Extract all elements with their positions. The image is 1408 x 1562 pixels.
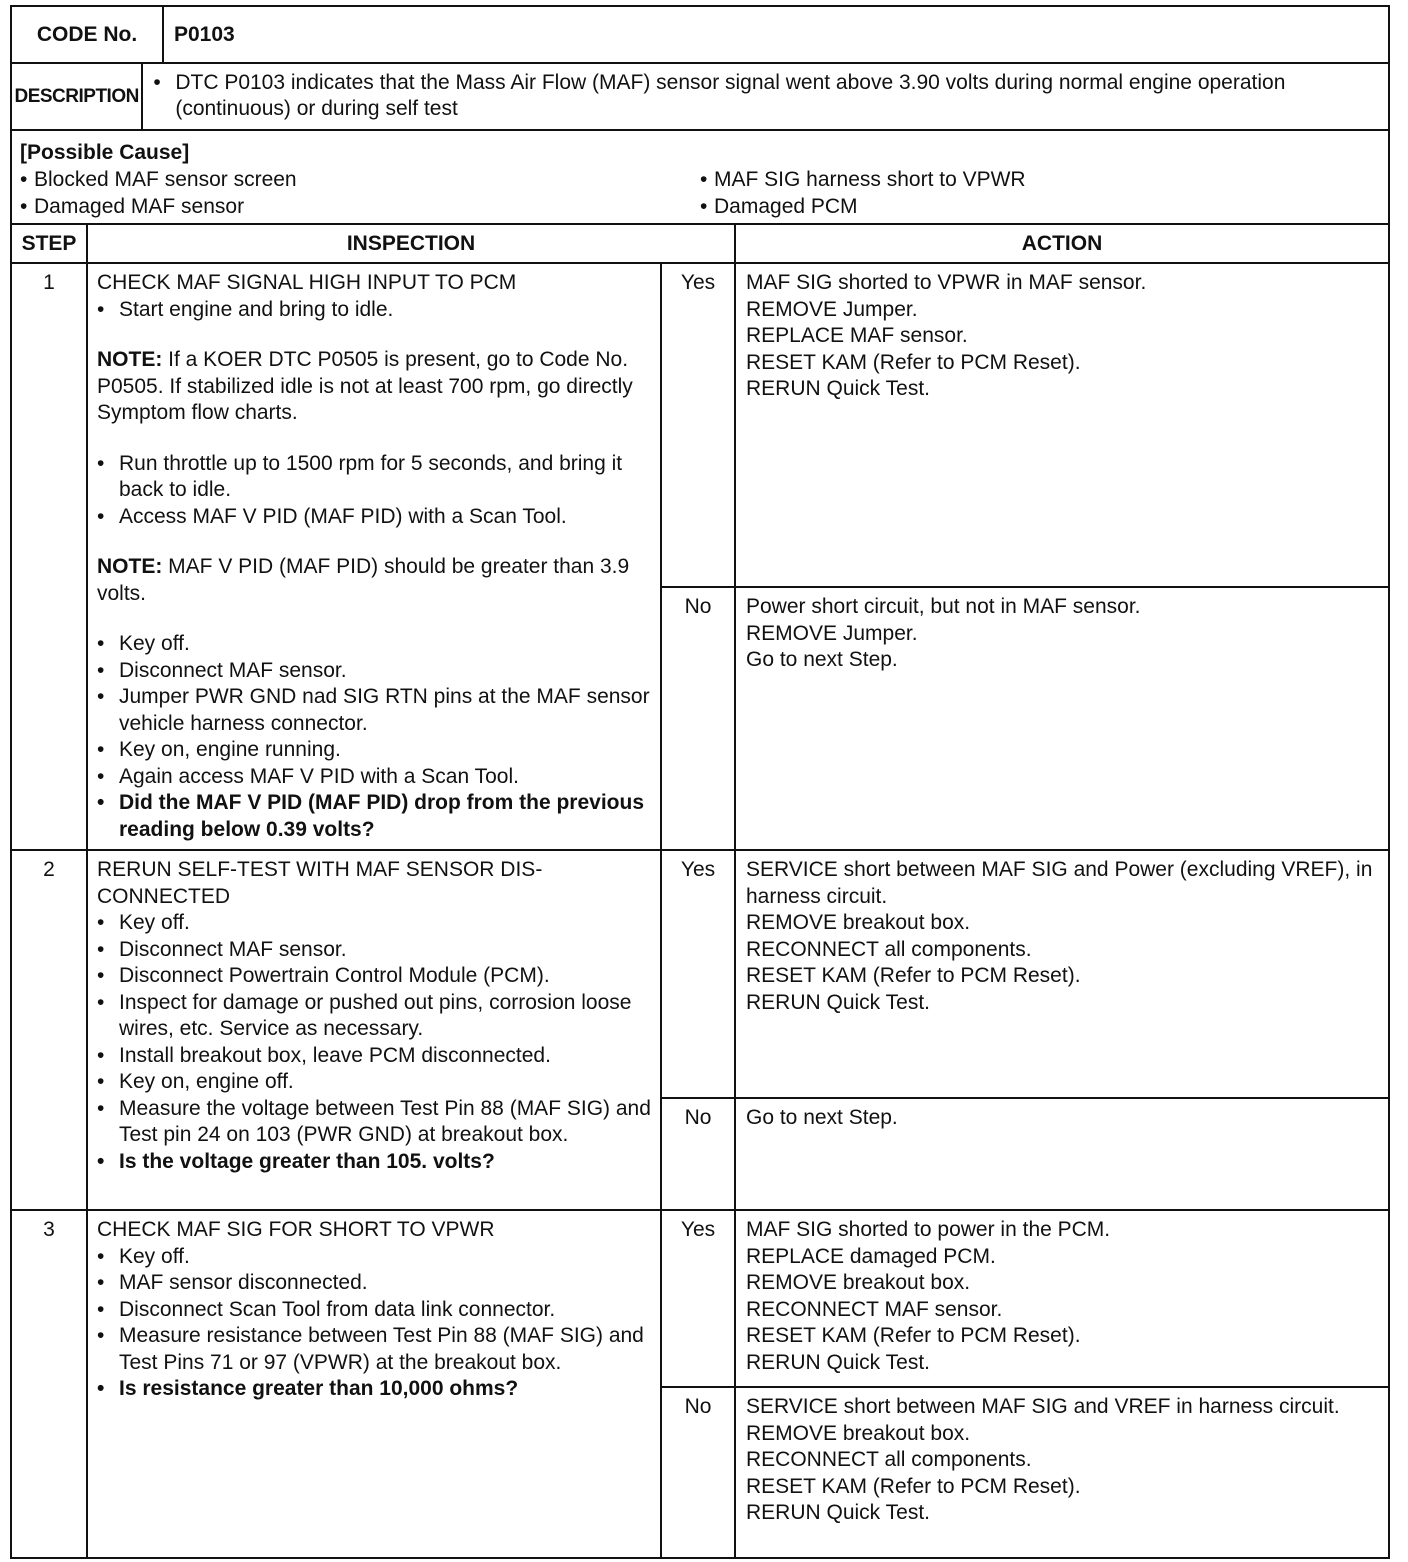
action-line: RECONNECT all components.: [746, 1448, 1032, 1471]
action-line: RERUN Quick Test.: [746, 1350, 930, 1374]
action-line: SERVICE short between MAF SIG and VREF in harness circuit.: [746, 1395, 1340, 1418]
inspection-question: • Did the MAF V PID (MAF PID) drop from the previous reading below 0.39 volts?: [97, 790, 652, 843]
note: [97, 347, 652, 427]
inspection-title: RERUN SELF-TEST WITH MAF SENSOR DIS-CONNECTED: [97, 858, 543, 908]
bullet-icon: •: [20, 195, 28, 218]
bullet-icon: •: [97, 632, 105, 655]
column-header-action: ACTION: [1021, 231, 1103, 255]
answer-no: [662, 586, 1388, 849]
yes-label: Yes: [662, 851, 736, 1097]
bullet-item: • Damaged MAF sensor: [20, 195, 245, 218]
bullet-icon: •: [153, 71, 161, 94]
inspection-cell: [88, 1211, 662, 1557]
column-header-step: STEP: [12, 225, 88, 262]
diagnostic-table: [10, 5, 1390, 1559]
bullet-icon: •: [97, 297, 105, 321]
description-text: DTC P0103 indicates that the Mass Air Flow (MAF) sensor signal went above 3.90 volts during normal engine operation (continuous) or during self test: [175, 71, 1286, 120]
action-line: MAF SIG shorted to power in the PCM.: [746, 1218, 1111, 1241]
step-number: 2: [12, 851, 88, 1209]
no-action: [736, 1099, 1388, 1209]
bullet-item: • Key off.: [97, 910, 652, 937]
inspection-bullets: [97, 1244, 652, 1377]
answer-yes: [662, 264, 1388, 586]
code-label: CODE No.: [12, 7, 164, 62]
no-action: [736, 1388, 1388, 1557]
bullet-item: • Start engine and bring to idle.: [97, 297, 652, 324]
action-line: RERUN Quick Test.: [746, 990, 930, 1014]
note: [97, 554, 652, 607]
bullet-item: • Access MAF V PID (MAF PID) with a Scan Tool.: [97, 504, 652, 531]
action-line: RERUN Quick Test.: [746, 377, 930, 400]
bullet-icon: •: [97, 1297, 105, 1321]
action-line: REMOVE Jumper.: [746, 621, 918, 645]
action-line: Go to next Step.: [746, 648, 898, 671]
bullet-item: • Key off.: [97, 631, 652, 658]
action-line: REMOVE breakout box.: [746, 1271, 971, 1294]
inspection-bullets: [97, 451, 652, 531]
note-text: If a KOER DTC P0505 is present, go to Code No. P0505. If stabilized idle is not at least 700 rpm, go directly Symptom flow charts.: [97, 348, 633, 424]
bullet-item: • Install breakout box, leave PCM disconnected.: [97, 1043, 652, 1070]
possible-cause-left: [20, 166, 700, 220]
inspection-question: • Is resistance greater than 10,000 ohms?: [97, 1376, 652, 1403]
bullet-item: • MAF sensor disconnected.: [97, 1270, 652, 1297]
answer-yes: [662, 1211, 1388, 1386]
inspection-bullets: [97, 910, 652, 1149]
action-line: RERUN Quick Test.: [746, 1501, 930, 1524]
bullet-icon: •: [97, 964, 105, 987]
step-row-2: [12, 851, 1388, 1211]
bullet-item: • Inspect for damage or pushed out pins, corrosion loose wires, etc. Service as necessary.: [97, 990, 652, 1043]
bullet-icon: •: [97, 451, 105, 475]
bullet-icon: •: [97, 791, 105, 814]
step-number: 3: [12, 1211, 88, 1557]
description-row: [12, 64, 1388, 131]
bullet-item: • Disconnect Scan Tool from data link connector.: [97, 1297, 652, 1324]
bullet-icon: •: [97, 504, 105, 528]
action-line: REMOVE breakout box.: [746, 1421, 971, 1445]
column-header-inspection: INSPECTION: [88, 225, 736, 262]
action-line: Go to next Step.: [746, 1106, 898, 1129]
note-label: NOTE:: [97, 348, 163, 371]
step-number: 1: [12, 264, 88, 849]
no-label: No: [662, 1388, 736, 1557]
bullet-icon: •: [97, 685, 105, 708]
bullet-icon: •: [97, 990, 105, 1014]
inspection-bullets: [97, 297, 652, 324]
bullet-icon: •: [97, 937, 105, 961]
bullet-icon: •: [700, 168, 708, 191]
step-row-1: [12, 264, 1388, 851]
bullet-icon: •: [20, 168, 28, 191]
bullet-icon: •: [97, 911, 105, 934]
bullet-item: • Damaged PCM: [700, 195, 858, 218]
bullet-icon: •: [97, 1149, 105, 1173]
yes-label: Yes: [662, 1211, 736, 1386]
bullet-item: • Disconnect MAF sensor.: [97, 937, 652, 964]
column-header-row: [12, 225, 1388, 264]
bullet-item: • Run throttle up to 1500 rpm for 5 seconds, and bring it back to idle.: [97, 451, 652, 504]
no-action: [736, 588, 1388, 849]
bullet-icon: •: [97, 764, 105, 788]
code-row: [12, 7, 1388, 64]
action-line: RESET KAM (Refer to PCM Reset).: [746, 350, 1081, 374]
description-text-item: [153, 70, 1378, 122]
action-line: REPLACE MAF sensor.: [746, 324, 968, 347]
bullet-icon: •: [97, 738, 105, 761]
bullet-icon: •: [97, 1377, 105, 1400]
bullet-icon: •: [97, 1043, 105, 1067]
bullet-icon: •: [97, 1324, 105, 1347]
inspection-cell: [88, 851, 662, 1209]
bullet-icon: •: [97, 1096, 105, 1120]
action-line: Power short circuit, but not in MAF sensor.: [746, 595, 1141, 618]
action-line: RECONNECT all components.: [746, 937, 1032, 961]
possible-cause-right: [700, 166, 1380, 220]
action-line: RECONNECT MAF sensor.: [746, 1297, 1003, 1321]
yes-action: [736, 264, 1388, 586]
answer-yes: [662, 851, 1388, 1097]
note-text: MAF V PID (MAF PID) should be greater than 3.9 volts.: [97, 555, 630, 605]
inspection-question: • Is the voltage greater than 105. volts?: [97, 1149, 652, 1176]
bullet-icon: •: [97, 658, 105, 682]
possible-cause-section: [12, 131, 1388, 225]
bullet-item: • Key on, engine running.: [97, 737, 652, 764]
bullet-item: • Disconnect MAF sensor.: [97, 658, 652, 685]
inspection-cell: [88, 264, 662, 849]
bullet-item: • Disconnect Powertrain Control Module (PCM).: [97, 963, 652, 990]
action-line: MAF SIG shorted to VPWR in MAF sensor.: [746, 271, 1147, 294]
action-line: RESET KAM (Refer to PCM Reset).: [746, 1324, 1081, 1347]
no-label: No: [662, 1099, 736, 1209]
note-label: NOTE:: [97, 555, 163, 578]
bullet-item: • Measure resistance between Test Pin 88 (MAF SIG) and Test Pins 71 or 97 (VPWR) at the breakout box.: [97, 1323, 652, 1376]
bullet-item: • Measure the voltage between Test Pin 88 (MAF SIG) and Test pin 24 on 103 (PWR GND) at breakout box.: [97, 1096, 652, 1149]
bullet-item: • Jumper PWR GND nad SIG RTN pins at the MAF sensor vehicle harness connector.: [97, 684, 652, 737]
bullet-item: • MAF SIG harness short to VPWR: [700, 168, 1026, 191]
bullet-icon: •: [97, 1271, 105, 1294]
description-label: DESCRIPTION: [12, 64, 143, 129]
step-row-3: [12, 1211, 1388, 1557]
action-line: RESET KAM (Refer to PCM Reset).: [746, 964, 1081, 987]
action-line: RESET KAM (Refer to PCM Reset).: [746, 1474, 1081, 1498]
answer-no: [662, 1386, 1388, 1557]
action-line: REMOVE breakout box.: [746, 911, 971, 934]
possible-cause-title: [Possible Cause]: [20, 141, 190, 164]
bullet-icon: •: [700, 195, 708, 218]
yes-action: [736, 851, 1388, 1097]
bullet-item: • Again access MAF V PID with a Scan Tool.: [97, 764, 652, 791]
bullet-item: • Blocked MAF sensor screen: [20, 168, 297, 191]
action-line: REPLACE damaged PCM.: [746, 1244, 996, 1268]
yes-action: [736, 1211, 1388, 1386]
inspection-bullets: [97, 631, 652, 790]
action-line: SERVICE short between MAF SIG and Power (excluding VREF), in harness circuit.: [746, 858, 1373, 908]
bullet-icon: •: [97, 1070, 105, 1093]
code-value: P0103: [174, 22, 235, 46]
action-line: REMOVE Jumper.: [746, 297, 918, 321]
bullet-item: • Key on, engine off.: [97, 1069, 652, 1096]
bullet-icon: •: [97, 1244, 105, 1268]
inspection-title: CHECK MAF SIG FOR SHORT TO VPWR: [97, 1218, 495, 1241]
yes-label: Yes: [662, 264, 736, 586]
no-label: No: [662, 588, 736, 849]
inspection-title: CHECK MAF SIGNAL HIGH INPUT TO PCM: [97, 271, 517, 294]
answer-no: [662, 1097, 1388, 1209]
bullet-item: • Key off.: [97, 1244, 652, 1271]
